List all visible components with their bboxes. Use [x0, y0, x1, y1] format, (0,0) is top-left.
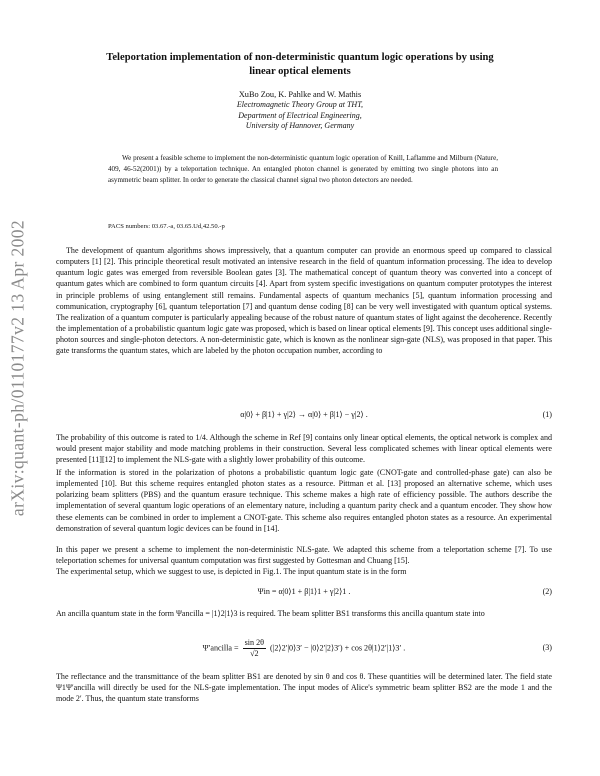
- pacs-numbers: PACS numbers: 03.67.-a, 03.65.Ud,42.50.-p: [108, 223, 225, 230]
- affiliation-line: Department of Electrical Engineering,: [238, 110, 362, 120]
- arxiv-identifier: arXiv:quant-ph/0110177v2 13 Apr 2002: [7, 219, 28, 517]
- author-list: XuBo Zou, K. Pahlke and W. Mathis: [238, 90, 362, 99]
- title-line-2: linear optical elements: [249, 66, 351, 77]
- equation-3-rhs: (|2⟩2′|0⟩3′ − |0⟩2′|2⟩3′) + cos 2θ|1⟩2′|1⟩3′ .: [270, 643, 406, 653]
- affiliation-line: University of Hannover, Germany: [245, 121, 355, 130]
- equation-3-lhs: Ψ′ancilla =: [202, 643, 239, 653]
- equation-3-number: (3): [542, 643, 552, 652]
- equation-1-number: (1): [542, 410, 552, 419]
- abstract: We present a feasible scheme to implement the non-deterministic quantum logic operation of Knill, Laflamme and Milburn (Nature, 409, 46-52(2001)) by a teleportation technique. An entangled photon channel is generated by emitting two single photons into an asymmetric beam splitter. In order to generate the classical channel signal two photon detectors are needed.: [108, 154, 498, 184]
- affiliation: [100, 100, 500, 132]
- paper-title: [40, 51, 560, 79]
- fraction-numerator: sin 2θ: [244, 638, 265, 647]
- equation-3-fraction: [243, 638, 266, 659]
- body-paragraph: An ancilla quantum state in the form Ψancilla = |1⟩2|1⟩3 is required. The beam splitter BS1 transforms this ancilla quantum state into: [56, 609, 485, 618]
- body-paragraph: If the information is stored in the polarization of photons a probabilistic quantum logic gate (CNOT-gate and controlled-phase gate) can also be implemented [10]. But this scheme requires entangled photon states as a resource. Pittman et al. [13] proposed an alternative scheme, which uses polarizing beam splitters (PBS) and the quantum erasure technique. This scheme makes a high rate of efficiency possible. The authors describe the implementation of several quantum logic operations of an elementary nature, including a quantum parity check and a quantum encoder. They show how these elements can be combined in order to implement a CNOT-gate. This scheme also requires entangled photon states as a resource. An experimental demonstration of several quantum logic devices can be found in [14].: [56, 468, 552, 533]
- body-paragraph: The experimental setup, which we suggest to use, is depicted in Fig.1. The input quantum state is in the form: [56, 567, 407, 576]
- equation-2-number: (2): [542, 587, 552, 596]
- equation-1-body: α|0⟩ + β|1⟩ + γ|2⟩ → α|0⟩ + β|1⟩ − γ|2⟩ .: [240, 410, 368, 419]
- body-paragraph: In this paper we present a scheme to implement the non-deterministic NLS-gate. We adapted this scheme from a teleportation scheme [7]. To use teleportation schemes for universal quantum computation was first suggested by Gottesman and Chuang [15].: [56, 545, 552, 566]
- body-paragraph: The probability of this outcome is rated to 1/4. Although the scheme in Ref [9] contains only linear optical elements, the optical network is complex and would present major stability and mode matching problems in their construction. Several less complicated schemes with linear optical elements were presented [11][12] to implement the NLS-gate with a slightly lower probability of this outcome.: [56, 433, 552, 465]
- fraction-denominator: √2: [250, 649, 259, 658]
- body-paragraph: The reflectance and the transmittance of the beam splitter BS1 are denoted by sin θ and cos θ. These quantities will be determined later. The field state Ψ1Ψ′ancilla will directly be used for the NLS-gate implementation. The input modes of Alice's symmetric beam splitter BS2 are the mode 1 and the mode 2′. Thus, the quantum state transforms: [56, 672, 552, 704]
- equation-2-body: Ψin = α|0⟩1 + β|1⟩1 + γ|2⟩1 .: [257, 587, 351, 596]
- affiliation-line: Electromagnetic Theory Group at THT,: [236, 100, 364, 109]
- title-line-1: Teleportation implementation of non-deterministic quantum logic operations by using: [106, 52, 494, 63]
- body-paragraph: The development of quantum algorithms shows impressively, that a quantum computer can provide an enormous speed up compared to classical computers [1] [2]. This principle theoretical result motivated an intensive research in the field of quantum information processing. The idea to develop quantum logic gates was emerged from reversible Boolean gates [3]. The mathematical concept of quantum theory was converted into a concept of quantum gates which are combined to form quantum circuits [4]. Apart from system specific investigations on quantum computer prototypes the interest in principle problems of using entanglement still remains. Fundamental aspects of quantum mechanics [5], quantum information processing and communication, cryptography [6], quantum teleportation [7] and quantum dense coding [8] can be very well investigated with quantum optical systems. The realization of a quantum computer is particularly appealing because of the robust nature of quantum states of light against the decoherence. Recently the implementation of a probabilistic quantum logic gate was proposed, which is based on linear optical elements [9]. This concept uses additional single-photon sources and single-photon detectors. A non-deterministic gate, which is known as the nonlinear sign-gate (NLS), was proposed in that paper. This gate transforms the quantum states, which are labeled by the photon occupation number, according to: [56, 246, 552, 356]
- equation-3-body: [56, 638, 552, 659]
- arxiv-sidebar: [6, 198, 30, 538]
- equation-3: [56, 636, 552, 660]
